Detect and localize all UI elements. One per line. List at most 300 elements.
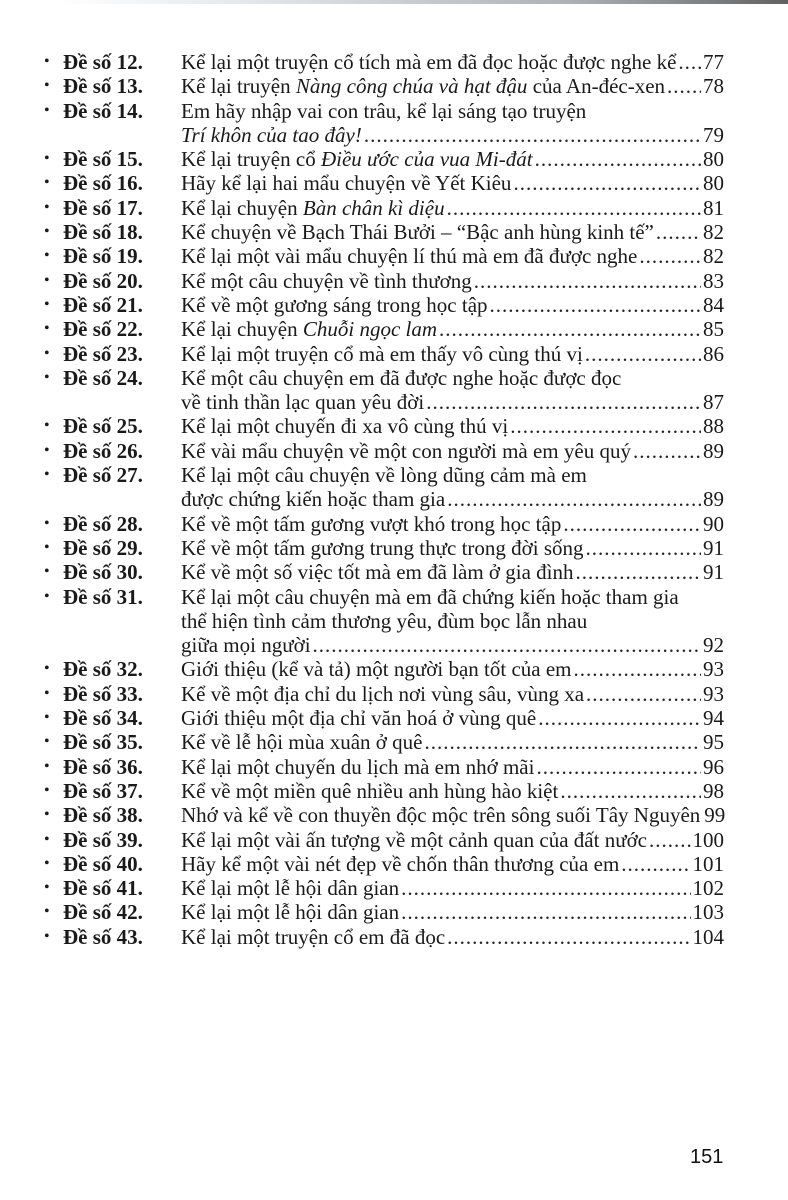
- bullet-icon: •: [44, 247, 50, 265]
- title-text: được chứng kiến hoặc tham gia: [181, 487, 446, 512]
- title-text: Kể lại một lễ hội dân gian: [181, 876, 400, 901]
- toc-entry: [44, 560, 724, 584]
- entry-body: [181, 244, 724, 268]
- entry-line: [181, 682, 724, 706]
- entry-page-number: 85: [703, 317, 724, 342]
- entry-body: [181, 852, 724, 876]
- entry-page-number: 80: [703, 171, 724, 196]
- italic-work-title: Nàng công chúa và hạt đậu: [295, 74, 528, 99]
- title-text: Kể lại một chuyến đi xa vô cùng thú vị: [181, 414, 509, 439]
- title-text: Kể về một số việc tốt mà em đã làm ở gia đình: [181, 560, 574, 585]
- entry-title: [181, 293, 488, 317]
- entry-page-number: 82: [703, 220, 724, 245]
- entry-body: [181, 657, 724, 681]
- entry-title: [181, 730, 422, 754]
- toc-entry: [44, 342, 724, 366]
- entry-title: [181, 220, 654, 244]
- title-text: Kể chuyện về Bạch Thái Bưởi – “Bậc anh hùng kinh tế”: [181, 220, 654, 245]
- bullet-icon: •: [44, 368, 50, 386]
- toc-entry: [44, 74, 724, 98]
- dot-leader: [667, 74, 701, 98]
- entry-label: Đề số 28.: [63, 511, 143, 536]
- entry-label: Đề số 42.: [63, 900, 143, 925]
- entry-page-number: 79: [703, 122, 724, 147]
- italic-work-title: Điều ước của vua Mi-đát: [320, 147, 533, 172]
- toc-entry: [44, 925, 724, 949]
- title-text: Kể lại một chuyến du lịch mà em nhớ mãi: [181, 754, 535, 779]
- bullet-icon: •: [44, 514, 50, 532]
- bullet-icon: •: [44, 879, 50, 897]
- entry-label: Đề số 23.: [63, 341, 143, 366]
- entry-label: Đề số 32.: [63, 657, 143, 682]
- dot-leader: [586, 682, 701, 706]
- title-text: Kể về một tấm gương vượt khó trong học tập: [181, 511, 562, 536]
- dot-leader: [313, 633, 701, 657]
- title-text: Kể lại một vài mẩu chuyện lí thú mà em đã được nghe: [181, 244, 638, 269]
- entry-title: [181, 609, 587, 633]
- entry-line: [181, 925, 724, 949]
- toc-entry: [44, 585, 724, 658]
- entry-line: [181, 366, 724, 390]
- entry-line: [181, 414, 724, 438]
- title-text: thể hiện tình cảm thương yêu, đùm bọc lẫn nhau: [181, 608, 588, 633]
- entry-label: Đề số 20.: [63, 268, 143, 293]
- entry-page-number: 78: [703, 74, 724, 99]
- entry-title: [181, 900, 399, 924]
- entry-line: [181, 342, 724, 366]
- entry-page-number: 94: [703, 706, 724, 731]
- entry-line: [181, 779, 724, 803]
- entry-title: [181, 463, 587, 487]
- entry-title: [181, 123, 362, 147]
- entry-title: [181, 171, 511, 195]
- dot-leader: [576, 560, 701, 584]
- entry-body: [181, 317, 724, 341]
- entry-body: [181, 779, 724, 803]
- entry-label: Đề số 31.: [63, 584, 143, 609]
- toc-entry: [44, 463, 724, 512]
- bullet-icon: •: [44, 563, 50, 581]
- bullet-icon: •: [44, 806, 50, 824]
- toc-entry: [44, 828, 724, 852]
- bullet-icon: •: [44, 174, 50, 192]
- dot-leader: [426, 390, 701, 414]
- entry-line: [181, 147, 724, 171]
- dot-leader: [574, 657, 702, 681]
- bullet-icon: •: [44, 320, 50, 338]
- entry-page-number: 86: [703, 341, 724, 366]
- entry-page-number: 96: [703, 754, 724, 779]
- entry-title: [181, 633, 311, 657]
- entry-page-number: 93: [703, 681, 724, 706]
- entry-title: [181, 269, 472, 293]
- toc-entry: [44, 852, 724, 876]
- entry-page-number: 90: [703, 511, 724, 536]
- entry-page-number: 103: [692, 900, 724, 925]
- title-text: Giới thiệu (kể và tả) một người bạn tốt của em: [181, 657, 572, 682]
- dot-leader: [424, 730, 701, 754]
- entry-title: [181, 244, 637, 268]
- title-text: Kể về một gương sáng trong học tập: [181, 292, 488, 317]
- title-text: Giới thiệu một địa chỉ văn hoá ở vùng quê: [181, 706, 537, 731]
- entry-label: Đề số 15.: [63, 147, 143, 172]
- title-text: Hãy kể một vài nét đẹp về chốn thân thương của em: [181, 851, 620, 876]
- entry-page-number: 80: [703, 147, 724, 172]
- entry-title: [181, 536, 584, 560]
- entry-body: [181, 755, 724, 779]
- bullet-icon: •: [44, 538, 50, 556]
- entry-page-number: 83: [703, 268, 724, 293]
- entry-line: [181, 876, 724, 900]
- entry-line: [181, 487, 724, 511]
- dot-leader: [538, 706, 701, 730]
- entry-label: Đề số 30.: [63, 560, 143, 585]
- entry-title: [181, 487, 445, 511]
- entry-title: [181, 99, 586, 123]
- title-text: Kể lại một truyện cổ em đã đọc: [181, 924, 446, 949]
- entry-label: Đề số 13.: [63, 74, 143, 99]
- entry-page-number: 93: [703, 657, 724, 682]
- bullet-icon: •: [44, 53, 50, 70]
- entry-label: Đề số 22.: [63, 317, 143, 342]
- entry-line: [181, 220, 724, 244]
- entry-label: Đề số 34.: [63, 706, 143, 731]
- entry-body: [181, 682, 724, 706]
- entry-body: [181, 706, 724, 730]
- bullet-icon: •: [44, 295, 50, 313]
- entry-body: [181, 560, 724, 584]
- entry-line: [181, 730, 724, 754]
- entry-line: [181, 803, 724, 827]
- entry-line: [181, 123, 724, 147]
- entry-page-number: 88: [703, 414, 724, 439]
- entry-title: [181, 755, 534, 779]
- entry-label: Đề số 26.: [63, 438, 143, 463]
- entry-title: [181, 779, 558, 803]
- bullet-icon: •: [44, 466, 50, 484]
- title-text: Kể lại một câu chuyện mà em đã chứng kiến hoặc tham gia: [181, 584, 679, 609]
- bullet-icon: •: [44, 660, 50, 678]
- bullet-icon: •: [44, 757, 50, 775]
- entry-page-number: 95: [703, 730, 724, 755]
- bullet-icon: •: [44, 587, 50, 605]
- title-text: Kể lại truyện cổ: [181, 147, 321, 172]
- entry-label: Đề số 25.: [63, 414, 143, 439]
- entry-label: Đề số 16.: [63, 171, 143, 196]
- entry-label: Đề số 29.: [63, 535, 143, 560]
- toc-entry: [44, 366, 724, 415]
- entry-title: [181, 706, 536, 730]
- title-text: Kể lại truyện: [181, 74, 296, 99]
- entry-body: [181, 147, 724, 171]
- entry-page-number: 98: [703, 778, 724, 803]
- entry-body: [181, 512, 724, 536]
- title-text: Kể lại một truyện cổ mà em thấy vô cùng thú vị: [181, 341, 583, 366]
- entry-body: [181, 196, 724, 220]
- dot-leader: [447, 487, 701, 511]
- entry-title: [181, 196, 445, 220]
- bullet-icon: •: [44, 903, 50, 921]
- entry-body: [181, 876, 724, 900]
- entry-title: [181, 876, 399, 900]
- entry-line: [181, 657, 724, 681]
- toc-entry: [44, 317, 724, 341]
- entry-title: [181, 439, 631, 463]
- dot-leader: [401, 900, 690, 924]
- entry-page-number: 104: [692, 924, 724, 949]
- bullet-icon: •: [44, 271, 50, 289]
- entry-body: [181, 803, 724, 827]
- dot-leader: [560, 779, 701, 803]
- table-of-contents: [44, 50, 724, 949]
- toc-entry: [44, 730, 724, 754]
- toc-entry: [44, 220, 724, 244]
- entry-label: Đề số 43.: [63, 924, 143, 949]
- entry-body: [181, 50, 724, 74]
- dot-leader: [633, 439, 701, 463]
- italic-work-title: Trí khôn của tao đây!: [181, 122, 362, 147]
- italic-work-title: Bàn chân kì diệu: [302, 195, 445, 220]
- title-text: của An-đéc-xen: [527, 74, 666, 99]
- entry-title: [181, 925, 445, 949]
- toc-entry: [44, 147, 724, 171]
- entry-title: [181, 560, 574, 584]
- entry-line: [181, 900, 724, 924]
- italic-work-title: Chuỗi ngọc lam: [302, 317, 438, 342]
- entry-title: [181, 512, 561, 536]
- title-text: Nhớ và kể về con thuyền độc mộc trên sông suối Tây Nguyên: [181, 803, 701, 828]
- entry-title: [181, 414, 508, 438]
- dot-leader: [439, 317, 701, 341]
- title-text: Kể lại một câu chuyện về lòng dũng cảm mà em: [181, 463, 587, 488]
- entry-body: [181, 414, 724, 438]
- entry-page-number: 99: [704, 803, 726, 828]
- entry-line: [181, 99, 724, 123]
- dot-leader: [513, 171, 701, 195]
- bullet-icon: •: [44, 101, 50, 119]
- title-text: Kể về một tấm gương trung thực trong đời sống: [181, 535, 584, 560]
- toc-entry: [44, 293, 724, 317]
- entry-label: Đề số 33.: [63, 681, 143, 706]
- bullet-icon: •: [44, 344, 50, 362]
- entry-body: [181, 536, 724, 560]
- entry-page-number: 91: [703, 560, 724, 585]
- entry-title: [181, 317, 437, 341]
- bullet-icon: •: [44, 684, 50, 702]
- entry-title: [181, 682, 584, 706]
- entry-line: [181, 755, 724, 779]
- entry-label: Đề số 35.: [63, 730, 143, 755]
- page-number: 151: [690, 1146, 724, 1168]
- entry-line: [181, 706, 724, 730]
- entry-line: [181, 74, 724, 98]
- toc-entry: [44, 657, 724, 681]
- entry-page-number: 102: [692, 876, 724, 901]
- entry-body: [181, 269, 724, 293]
- entry-label: Đề số 12.: [63, 50, 143, 74]
- bullet-icon: •: [44, 854, 50, 872]
- title-text: về tinh thần lạc quan yêu đời: [181, 390, 425, 415]
- dot-leader: [401, 876, 690, 900]
- entry-page-number: 81: [703, 195, 724, 220]
- dot-leader: [586, 536, 701, 560]
- entry-body: [181, 585, 724, 658]
- title-text: Hãy kể lại hai mẩu chuyện về Yết Kiêu: [181, 171, 512, 196]
- entry-line: [181, 560, 724, 584]
- page-top-edge-shadow: [60, 0, 788, 4]
- toc-entry: [44, 414, 724, 438]
- bullet-icon: •: [44, 77, 50, 95]
- entry-title: [181, 828, 647, 852]
- entry-page-number: 77: [703, 50, 724, 74]
- entry-line: [181, 536, 724, 560]
- bullet-icon: •: [44, 709, 50, 727]
- entry-line: [181, 269, 724, 293]
- title-text: Kể vài mẩu chuyện về một con người mà em yêu quý: [181, 438, 631, 463]
- entry-page-number: 87: [703, 390, 724, 415]
- entry-line: [181, 439, 724, 463]
- toc-entry: [44, 876, 724, 900]
- entry-label: Đề số 40.: [63, 851, 143, 876]
- title-text: Kể về một địa chỉ du lịch nơi vùng sâu, vùng xa: [181, 681, 585, 706]
- dot-leader: [678, 50, 701, 74]
- toc-entry: [44, 196, 724, 220]
- dot-leader: [364, 123, 701, 147]
- title-text: Kể một câu chuyện em đã được nghe hoặc được đọc: [181, 365, 622, 390]
- entry-label: Đề số 14.: [63, 98, 143, 123]
- toc-entry: [44, 50, 724, 74]
- entry-label: Đề số 18.: [63, 220, 143, 245]
- entry-line: [181, 50, 724, 74]
- entry-label: Đề số 27.: [63, 463, 143, 488]
- title-text: Kể lại một lễ hội dân gian: [181, 900, 400, 925]
- title-text: Kể về lễ hội mùa xuân ở quê: [181, 730, 423, 755]
- dot-leader: [447, 925, 690, 949]
- entry-label: Đề số 21.: [63, 292, 143, 317]
- entry-title: [181, 342, 583, 366]
- entry-body: [181, 171, 724, 195]
- dot-leader: [447, 196, 701, 220]
- entry-page-number: 82: [703, 244, 724, 269]
- bullet-icon: •: [44, 150, 50, 168]
- toc-entry: [44, 900, 724, 924]
- title-text: Kể lại một vài ấn tượng về một cảnh quan của đất nước: [181, 827, 647, 852]
- title-text: Kể lại chuyện: [181, 317, 303, 342]
- entry-label: Đề số 38.: [63, 803, 143, 828]
- title-text: Kể lại một truyện cổ tích mà em đã đọc hoặc được nghe kể: [181, 50, 677, 74]
- entry-page-number: 89: [703, 438, 724, 463]
- entry-page-number: 101: [692, 851, 724, 876]
- dot-leader: [621, 852, 690, 876]
- entry-line: [181, 244, 724, 268]
- title-text: Kể một câu chuyện về tình thương: [181, 268, 472, 293]
- entry-label: Đề số 41.: [63, 876, 143, 901]
- toc-entry: [44, 244, 724, 268]
- entry-body: [181, 293, 724, 317]
- toc-entry: [44, 171, 724, 195]
- entry-line: [181, 317, 724, 341]
- dot-leader: [563, 512, 701, 536]
- toc-entry: [44, 682, 724, 706]
- toc-entry: [44, 512, 724, 536]
- toc-entry: [44, 755, 724, 779]
- title-text: Kể về một miền quê nhiều anh hùng hào kiệt: [181, 778, 559, 803]
- bullet-icon: •: [44, 441, 50, 459]
- dot-leader: [510, 414, 701, 438]
- bullet-icon: •: [44, 198, 50, 216]
- entry-line: [181, 633, 724, 657]
- entry-body: [181, 220, 724, 244]
- entry-line: [181, 463, 724, 487]
- entry-label: Đề số 36.: [63, 754, 143, 779]
- entry-body: [181, 828, 724, 852]
- bullet-icon: •: [44, 781, 50, 799]
- entry-body: [181, 342, 724, 366]
- entry-line: [181, 828, 724, 852]
- entry-line: [181, 512, 724, 536]
- entry-line: [181, 293, 724, 317]
- entry-line: [181, 609, 724, 633]
- toc-entry: [44, 803, 724, 827]
- toc-entry: [44, 706, 724, 730]
- entry-title: [181, 50, 676, 74]
- entry-line: [181, 852, 724, 876]
- entry-line: [181, 585, 724, 609]
- entry-page-number: 100: [692, 827, 724, 852]
- bullet-icon: •: [44, 927, 50, 945]
- dot-leader: [656, 220, 701, 244]
- entry-title: [181, 390, 424, 414]
- entry-body: [181, 463, 724, 512]
- entry-label: Đề số 24.: [63, 365, 143, 390]
- toc-entry: [44, 779, 724, 803]
- dot-leader: [585, 342, 701, 366]
- entry-title: [181, 585, 679, 609]
- title-text: Kể lại chuyện: [181, 195, 303, 220]
- bullet-icon: •: [44, 223, 50, 241]
- entry-label: Đề số 37.: [63, 778, 143, 803]
- entry-label: Đề số 17.: [63, 195, 143, 220]
- entry-label: Đề số 39.: [63, 827, 143, 852]
- title-text: giữa mọi người: [181, 633, 311, 658]
- bullet-icon: •: [44, 830, 50, 848]
- toc-entry: [44, 269, 724, 293]
- entry-body: [181, 74, 724, 98]
- entry-body: [181, 925, 724, 949]
- title-text: Em hãy nhập vai con trâu, kể lại sáng tạo truyện: [181, 98, 587, 123]
- dot-leader: [639, 244, 701, 268]
- entry-body: [181, 900, 724, 924]
- entry-body: [181, 99, 724, 148]
- entry-line: [181, 171, 724, 195]
- entry-page-number: 89: [703, 487, 724, 512]
- entry-title: [181, 657, 572, 681]
- entry-body: [181, 366, 724, 415]
- entry-page-number: 92: [703, 633, 724, 658]
- entry-title: [181, 147, 533, 171]
- dot-leader: [535, 147, 701, 171]
- entry-line: [181, 196, 724, 220]
- entry-line: [181, 390, 724, 414]
- entry-title: [181, 803, 700, 827]
- entry-page-number: 84: [703, 292, 724, 317]
- entry-title: [181, 852, 619, 876]
- entry-page-number: 91: [703, 535, 724, 560]
- dot-leader: [474, 269, 701, 293]
- bullet-icon: •: [44, 733, 50, 751]
- toc-entry: [44, 439, 724, 463]
- bullet-icon: •: [44, 417, 50, 435]
